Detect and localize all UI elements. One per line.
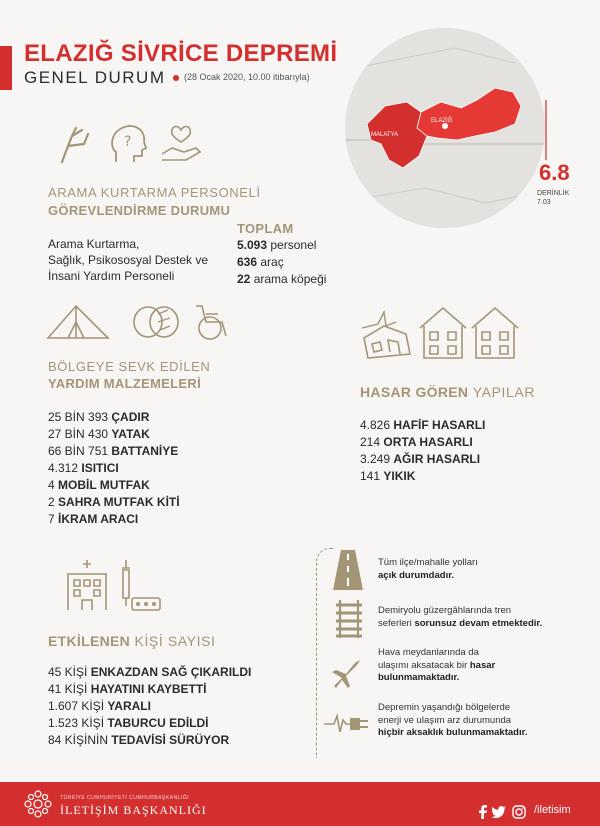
- road-icon: [331, 550, 365, 590]
- people-item: 45 KİŞİ ENKAZDAN SAĞ ÇIKARILDI: [48, 665, 252, 679]
- supply-item: 25 BİN 393 ÇADIR: [48, 410, 150, 424]
- map-graphic: [345, 28, 545, 228]
- rescue-total-vehicles: 636 araç: [237, 255, 284, 269]
- supply-item: 2 SAHRA MUTFAK KİTİ: [48, 495, 180, 509]
- mental-health-icon: [108, 122, 148, 164]
- damaged-house-icon: [356, 300, 418, 362]
- rescue-total-dogs: 22 arama köpeği: [237, 272, 327, 286]
- rescue-total-personnel: 5.093 personel: [237, 238, 317, 252]
- region-map: [345, 28, 545, 228]
- magnitude-pointer-line: [540, 100, 552, 162]
- map-label-malatya: MALATYA: [371, 132, 399, 138]
- energy-status-text: Depremin yaşandığı bölgelerde enerji ve ulaşım arz durumunda hiçbir aksaklık bulunmamaktadır.: [378, 702, 528, 738]
- facebook-icon[interactable]: [478, 805, 488, 819]
- depth-value: 7.03: [537, 199, 551, 206]
- building-damage-item: 3.249 AĞIR HASARLI: [360, 452, 481, 466]
- house-icon: [470, 306, 520, 360]
- depth-label: DERİNLİK: [537, 190, 570, 197]
- social-handle[interactable]: /iletisim: [534, 804, 571, 816]
- svg-text:?: ?: [124, 134, 132, 150]
- footer-org-small: TÜRKİYE CUMHURİYETİ CUMHURBAŞKANLIĞI: [60, 795, 190, 801]
- road-status-text: Tüm ilçe/mahalle yolları açık durumdadır.: [378, 557, 478, 581]
- magnitude-value: 6.8: [539, 160, 570, 185]
- people-heading: ETKİLENEN KİŞİ SAYISI: [48, 633, 216, 649]
- people-item: 1.523 KİŞİ TABURCU EDİLDİ: [48, 716, 209, 730]
- energy-plug-icon: [324, 710, 370, 736]
- rescue-heading-bold: GÖREVLENDİRME DURUMU: [48, 203, 231, 218]
- supply-item: 66 BİN 751 BATTANİYE: [48, 444, 179, 458]
- people-item: 1.607 KİŞİ YARALI: [48, 699, 151, 713]
- house-icon: [418, 306, 468, 360]
- rescue-desc-line-2: Sağlık, Psikososyal Destek ve: [48, 253, 209, 267]
- people-item: 84 KİŞİNİN TEDAVİSİ SÜRÜYOR: [48, 733, 230, 747]
- building-damage-item: 4.826 HAFİF HASARLI: [360, 418, 486, 432]
- tent-icon: [46, 304, 110, 340]
- subtitle-dot: [173, 75, 179, 81]
- airplane-icon: [330, 656, 364, 690]
- railway-icon: [336, 600, 362, 638]
- instagram-icon[interactable]: [512, 805, 526, 819]
- railway-status-text: Demiryolu güzergâhlarında tren seferleri sorunsuz devam etmektedir.: [378, 605, 543, 629]
- wheelchair-icon: [192, 302, 232, 342]
- care-heart-icon: [160, 124, 202, 162]
- page-title: ELAZIĞ SİVRİCE DEPREMİ: [24, 40, 338, 67]
- building-damage-item: 214 ORTA HASARLI: [360, 435, 473, 449]
- supply-item: 4 MOBİL MUTFAK: [48, 478, 150, 492]
- date-note: (28 Ocak 2020, 10.00 itibarıyla): [184, 72, 310, 82]
- supplies-heading-bold: YARDIM MALZEMELERİ: [48, 376, 201, 391]
- page-subtitle: GENEL DURUM: [24, 68, 166, 87]
- supply-item: 7 İKRAM ARACI: [48, 512, 139, 526]
- supply-item: 27 BİN 430 YATAK: [48, 427, 150, 441]
- map-label-elazig: ELAZIĞ: [431, 118, 453, 124]
- buildings-heading: HASAR GÖREN YAPILAR: [360, 384, 536, 400]
- footer-org-name: İLETİŞİM BAŞKANLIĞI: [60, 803, 207, 817]
- iletisim-logo-icon: [22, 788, 54, 820]
- rescue-desc-line-3: İnsani Yardım Personeli: [48, 269, 175, 283]
- syringe-medicine-icon: [114, 560, 162, 614]
- rescue-heading-light: ARAMA KURTARMA PERSONELİ: [48, 185, 261, 200]
- airport-status-text: Hava meydanlarında da ulaşımı aksatacak bir hasar bulunmamaktadır.: [378, 647, 496, 683]
- building-damage-item: 141 YIKIK: [360, 469, 416, 483]
- helping-hand-icon: [58, 124, 92, 164]
- hospital-building-icon: [64, 560, 110, 612]
- supplies-heading-light: BÖLGEYE SEVK EDİLEN: [48, 359, 211, 374]
- supply-item: 4.312 ISITICI: [48, 461, 119, 475]
- title-accent-bar: [0, 46, 12, 90]
- rescue-desc-line-1: Arama Kurtarma,: [48, 237, 140, 251]
- people-item: 41 KİŞİ HAYATINI KAYBETTİ: [48, 682, 207, 696]
- rescue-total-label: TOPLAM: [237, 221, 294, 236]
- twitter-icon[interactable]: [492, 806, 506, 818]
- bread-icon: [130, 304, 180, 340]
